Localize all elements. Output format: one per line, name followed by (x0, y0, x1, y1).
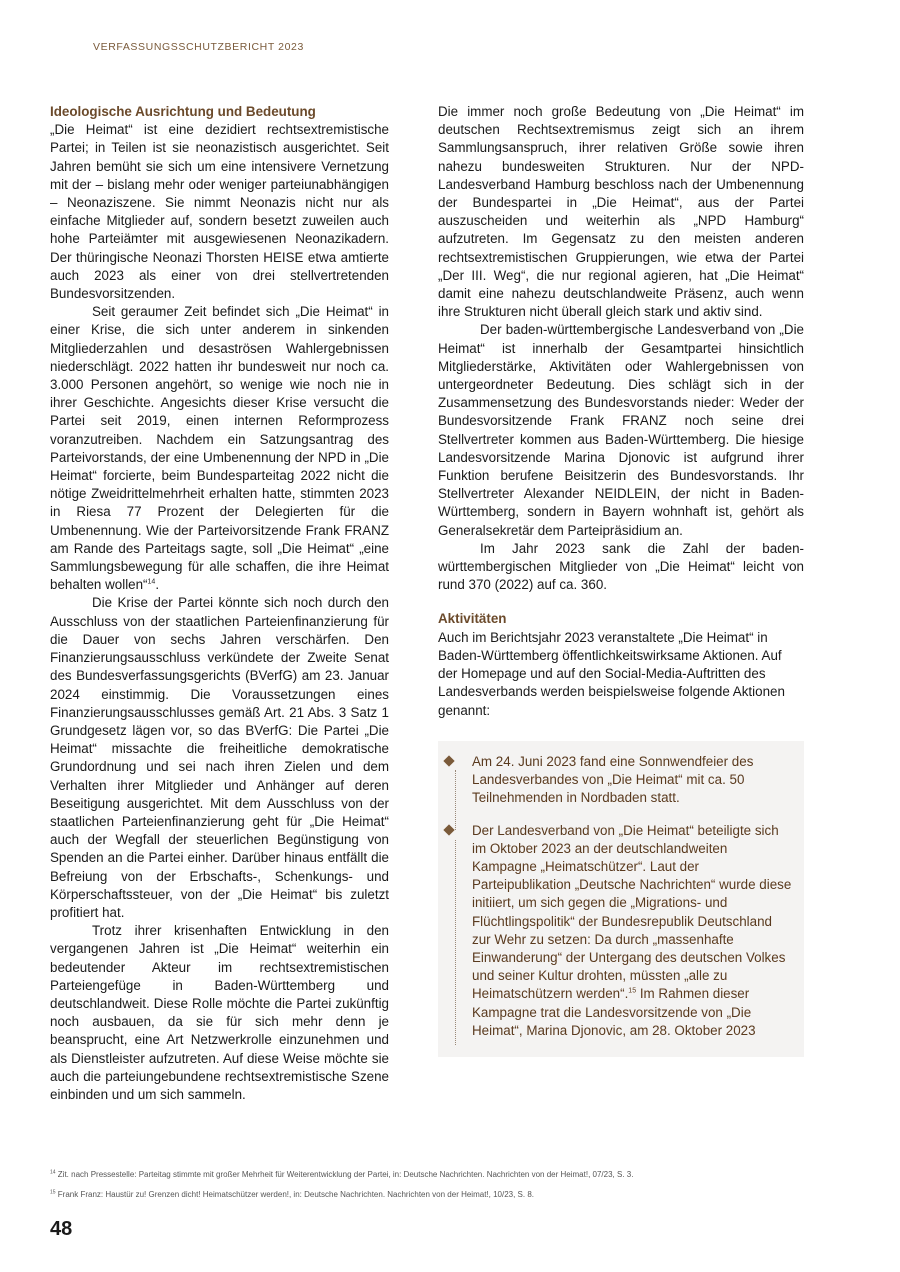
footnote-number: 15 (50, 1189, 56, 1196)
paragraph: Die Krise der Partei könnte sich noch durch den Ausschluss von der staatlichen Parteienfinanzierung für die Dauer von sechs Jahren verschärfen. Den Finanzierungsausschluss verkündete der Zweite Senat des Bundesverfassungsgerichts (BVerfG) am 23. Januar 2024 einstimmig. Die Voraussetzungen eines Finanzierungsausschlusses gemäß Art. 21 Abs. 3 Satz 1 Grundgesetz lägen vor, so das BVerfG: Die Partei „Die Heimat“ missachte die freiheitliche demokratische Grundordnung und sei nach ihren Zielen und dem Verhalten ihrer Mitglieder und Anhänger auf deren Beseitigung ausgerichtet. Mit dem Ausschluss von der staatlichen Parteienfinanzierung geht für „Die Heimat“ auch der Wegfall der steuerlichen Begünstigung von Spenden an die Partei einher. Darüber hinaus entfällt die Befreiung von der Erbschafts-, Schenkungs- und Körperschaftssteuer, von der „Die Heimat“ bis zuletzt profitiert hat. (50, 595, 389, 920)
diamond-bullet-icon (443, 755, 454, 766)
footnote-number: 14 (50, 1169, 56, 1176)
paragraph: Auch im Berichtsjahr 2023 veranstaltete „Die Heimat“ in Baden-Württemberg öffentlichkeitswirksame Aktionen. Auf der Homepage und auf den Social-Media-Auftritten des Landesverbands werden beispielsweise folgende Aktionen genannt: (438, 629, 785, 718)
diamond-bullet-icon (443, 824, 454, 835)
paragraph: Der baden-württembergische Landesverband von „Die Heimat“ ist innerhalb der Gesamtpartei hinsichtlich Mitgliederstärke, Aktivitäten oder Wahlergebnissen von untergeordneter Bedeutung. Dies schlägt sich in der Zusammensetzung des Bundesvorstands nieder: Weder der Bundesvorsitzende Frank FRANZ noch seine drei Stellvertreter kommen aus Baden-Württemberg. Die hiesige Landesvorsitzende Marina Djonovic ist aufgrund ihrer Funktion berufene Beisitzerin des Bundesvorstands. Ihr Stellvertreter Alexander NEIDLEIN, der nicht in Baden-Württemberg, sondern in Bayern wohnhaft ist, gehört als Generalsekretär dem Parteipräsidium an. (438, 322, 804, 538)
list-item-text: Im Rahmen dieser Kampagne trat die Landesvorsitzende von „Die Heimat“, Marina Djonovic, am 28. Oktober 2023 (472, 986, 756, 1038)
paragraph: Im Jahr 2023 sank die Zahl der baden-württembergischen Mitglieder von „Die Heimat“ leicht von rund 370 (2022) auf ca. 360. (438, 540, 804, 593)
footnote-ref[interactable]: 14 (147, 578, 156, 586)
dotted-connector (455, 770, 456, 830)
activities-box (438, 741, 804, 1057)
left-column (50, 103, 389, 1104)
list-item (472, 753, 792, 808)
footnotes (50, 1165, 633, 1205)
section-heading-activities: Aktivitäten (438, 611, 507, 627)
right-column (438, 103, 804, 720)
dotted-connector (455, 840, 456, 1045)
footnote-text: Zit. nach Pressestelle: Parteitag stimmte mit großer Mehrheit für Weiterentwicklung der Partei, in: Deutsche Nachrichten. Nachrichten von der Heimat!, 07/23, S. 3. (55, 1170, 634, 1179)
running-head: VERFASSUNGSSCHUTZBERICHT 2023 (93, 41, 304, 53)
footnote-text: Frank Franz: Haustür zu! Grenzen dicht! Heimatschützer werden!, in: Deutsche Nachrichten. Nachrichten von der Heimat!, 10/23, S. 8. (55, 1190, 534, 1199)
footnote-15 (50, 1185, 633, 1205)
page-number: 48 (50, 1218, 73, 1240)
paragraph: Trotz ihrer krisenhaften Entwicklung in den vergangenen Jahren ist „Die Heimat“ weiterhin ein bedeutender Akteur im rechtsextremistischen Parteiengefüge in Baden-Württemberg und deutschlandweit. Diese Rolle möchte die Partei zukünftig noch ausbauen, da sie für sich mehr denn je beansprucht, eine Art Netzwerkrolle einzunehmen und als Dienstleister aufzutreten. Auf diese Weise möchte sie auch die parteiungebundene rechtsextremistische Szene einbinden und um sich sammeln. (50, 923, 389, 1102)
paragraph (50, 303, 389, 594)
footnote-14 (50, 1165, 633, 1185)
section-heading-ideology: Ideologische Ausrichtung und Bedeutung (50, 104, 316, 119)
list-item-text: Am 24. Juni 2023 fand eine Sonnwendfeier des Landesverbandes von „Die Heimat“ mit ca. 50 Teilnehmenden in Nordbaden statt. (472, 754, 754, 806)
paragraph-text: . (155, 577, 160, 593)
list-item (472, 822, 792, 1040)
paragraph: Die immer noch große Bedeutung von „Die Heimat“ im deutschen Rechtsextremismus zeigt sich an ihrem Sammlungsanspruch, ihrer relativen Größe sowie ihren nahezu bundesweiten Strukturen. Nur der NPD-Landesverband Hamburg beschloss nach der Umbenennung der Bundespartei in „Die Heimat“, aus der Partei auszuscheiden und weiterhin als „NPD Hamburg“ aufzutreten. Im Gegensatz zu den meisten anderen rechtsextremistischen Gruppierungen, wie etwa der Partei „Der III. Weg“, die nur regional agieren, hat „Die Heimat“ damit eine nahezu deutschlandweite Präsenz, auch wenn ihre Strukturen nicht überall gleich stark und aktiv sind. (438, 104, 804, 320)
paragraph: „Die Heimat“ ist eine dezidiert rechtsextremistische Partei; in Teilen ist sie neonazistisch ausgerichtet. Seit Jahren bemüht sie sich um eine intensivere Vernetzung mit der – bislang mehr oder weniger parteiunabhängigen – Neonaziszene. Sie nimmt Neonazis nicht nur als einfache Mitglieder auf, sondern besetzt zuweilen auch hohe Parteiämter mit ausgewiesenen Neonazikadern. Der thüringische Neonazi Thorsten HEISE etwa amtierte auch 2023 als einer von drei stellvertretenden Bundesvorsitzenden. (50, 122, 389, 302)
paragraph-text: Seit geraumer Zeit befindet sich „Die Heimat“ in einer Krise, die sich unter anderem in sinkenden Mitgliederzahlen und desaströsen Wahlergebnissen niederschlägt. 2022 hatten ihr bundesweit nur noch ca. 3.000 Personen angehört, so wenige wie noch nie in ihrer Geschichte. Angesichts dieser Krise versucht die Partei seit 2019, einen internen Reformprozess voranzutreiben. Nachdem ein Satzungsantrag des Parteivorstands, der eine Umbenennung der NPD in „Die Heimat“ forcierte, beim Bundesparteitag 2022 nicht die nötige Zweidrittelmehrheit erhalten hatte, stimmten 2023 in Riesa 77 Prozent der Delegierten für die Umbenennung. Wie der Parteivorsitzende Frank FRANZ am Rande des Parteitags sagte, soll „Die Heimat“ „eine Sammlungsbewegung für alle schaffen, die ihre Heimat behalten wollen“ (50, 304, 389, 593)
list-item-text: Der Landesverband von „Die Heimat“ beteiligte sich im Oktober 2023 an der deutschlandweiten Kampagne „Heimatschützer“. Laut der Parteipublikation „Deutsche Nachrichten“ wurde diese initiiert, um sich gegen die „Migrations- und Flüchtlingspolitik“ der Bundesrepublik Deutschland zur Wehr zu setzen: Da durch „massenhafte Einwanderung“ der Untergang des deutschen Volkes und seiner Kultur drohten, müssten „alle zu Heimatschützern werden“. (472, 822, 792, 1002)
footnote-ref[interactable]: 15 (628, 987, 637, 995)
